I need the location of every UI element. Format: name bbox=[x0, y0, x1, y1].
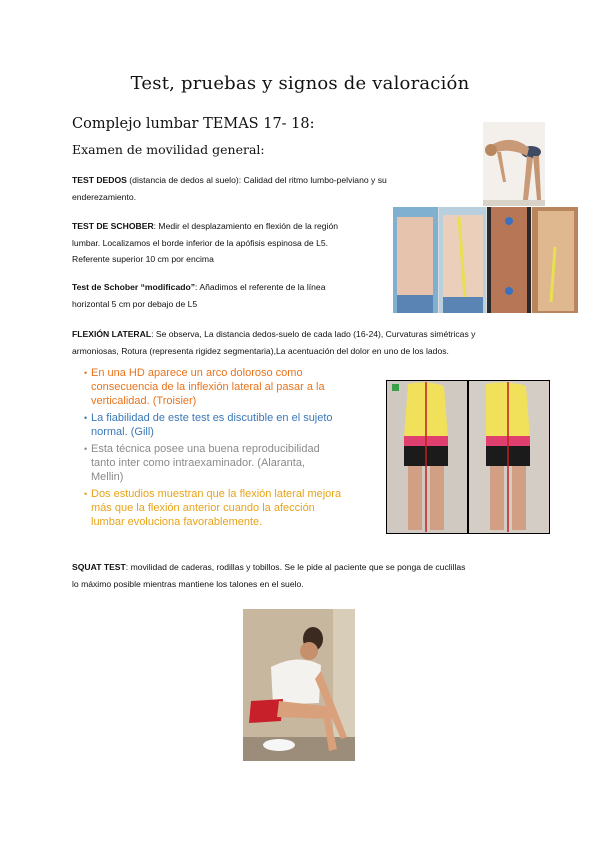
flexion-lateral-label: FLEXIÓN LATERAL bbox=[72, 329, 152, 339]
finding-text: La fiabilidad de este test es discutible en el sujeto bbox=[91, 412, 333, 424]
finding-text: En una HD aparece un arco doloroso como bbox=[91, 367, 303, 379]
schober-mod-text-1: : Añadimos el referente de la línea bbox=[195, 282, 326, 292]
finding-text: normal. (Gill) bbox=[91, 426, 154, 438]
subtitle: Complejo lumbar TEMAS 17- 18: bbox=[72, 116, 315, 132]
schober-text-3: Referente superior 10 cm por encima bbox=[72, 254, 214, 264]
squat-text-2: lo máximo posible mientras mantiene los talones en el suelo. bbox=[72, 578, 304, 589]
findings-list bbox=[84, 366, 384, 532]
finding-text: Mellin) bbox=[91, 471, 124, 483]
section-heading: Examen de movilidad general: bbox=[72, 142, 265, 157]
page-title: Test, pruebas y signos de valoración bbox=[130, 73, 470, 94]
flexion-lateral-text-1: : Se observa, La distancia dedos-suelo de cada lado (16-24), Curvaturas simétricas y bbox=[151, 329, 476, 339]
schober-text-2: lumbar. Localizamos el borde inferior de la apófisis espinosa de L5. bbox=[72, 237, 329, 248]
finding-item bbox=[84, 366, 384, 408]
squat-label: SQUAT TEST bbox=[72, 562, 126, 572]
schober-paragraph bbox=[72, 218, 392, 268]
test-dedos-label: TEST DEDOS bbox=[72, 175, 127, 185]
flexion-lateral-paragraph bbox=[72, 326, 542, 359]
schober-mod-text-2: horizontal 5 cm por debajo de L5 bbox=[72, 298, 198, 309]
test-dedos-text-1: (distancia de dedos al suelo): Calidad del ritmo lumbo-pelviano y su bbox=[126, 175, 387, 185]
squat-text-1: : movilidad de caderas, rodillas y tobillos. Se le pide al paciente que se ponga de cuclillas bbox=[125, 562, 466, 572]
bullet-icon: • bbox=[84, 413, 88, 423]
flexion-lateral-text-2: armoniosas, Rotura (representa rigidez segmentaria),La acentuación del dolor en uno de los lados. bbox=[72, 345, 449, 356]
finding-item bbox=[84, 411, 384, 439]
bullet-icon: • bbox=[84, 368, 88, 378]
lateral-flexion-photo bbox=[386, 380, 550, 534]
forward-bend-photo bbox=[483, 122, 545, 206]
finding-text: Esta técnica posee una buena reproducibilidad bbox=[91, 443, 320, 455]
schober-mod-paragraph bbox=[72, 279, 392, 312]
squat-photo bbox=[243, 609, 355, 761]
finding-text: más que la flexión anterior cuando la afección bbox=[91, 502, 315, 514]
schober-label: TEST DE SCHOBER bbox=[72, 221, 154, 231]
bullet-icon: • bbox=[84, 444, 88, 454]
finding-item bbox=[84, 487, 384, 529]
finding-text: Dos estudios muestran que la flexión lateral mejora bbox=[91, 488, 342, 500]
schober-photos bbox=[393, 207, 578, 313]
schober-text-1: : Medir el desplazamiento en flexión de la región bbox=[153, 221, 339, 231]
bullet-icon: • bbox=[84, 489, 88, 499]
test-dedos-paragraph bbox=[72, 172, 402, 205]
schober-mod-label: Test de Schober “modificado” bbox=[72, 282, 196, 292]
finding-text: tanto inter como intraexaminador. (Alaranta, bbox=[91, 457, 306, 469]
test-dedos-text-2: enderezamiento. bbox=[72, 191, 137, 202]
finding-item bbox=[84, 442, 384, 484]
finding-text: consecuencia de la inflexión lateral al pasar a la bbox=[91, 381, 325, 393]
finding-text: lumbar evoluciona favorablemente. bbox=[91, 516, 263, 528]
squat-paragraph bbox=[72, 559, 542, 592]
finding-text: verticalidad. (Troisier) bbox=[91, 395, 197, 407]
